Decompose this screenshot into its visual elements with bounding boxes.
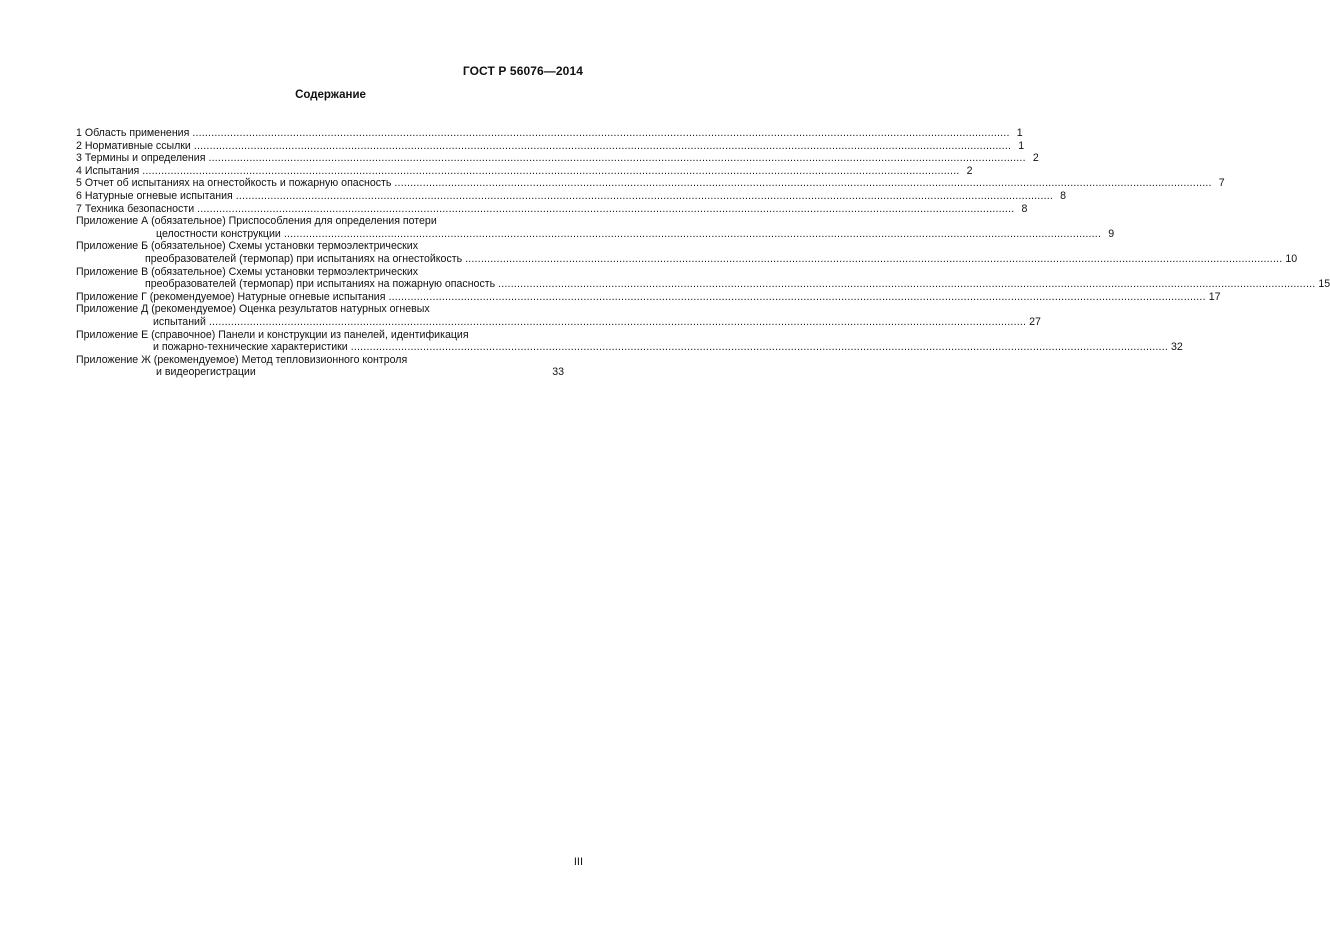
toc-line [76,329,572,342]
toc-leader-dots: .................................................................................................................................................................................................................................................................... [197,202,1015,215]
toc-page-number: 15 [1318,278,1330,291]
toc-entry-title: и пожарно-технические характеристики [153,341,348,354]
table-of-contents [76,127,1330,379]
toc-entry-title: 4 Испытания [76,164,140,177]
toc-entry [76,303,1041,328]
toc-entry-title: преобразователей (термопар) при испытаниях на пожарную опасность [145,278,496,291]
toc-entry-title: Приложение Д (рекомендуемое) Оценка результатов натурных огневых [76,303,430,316]
toc-line [76,303,572,316]
toc-leader-dots: .................................................................................................................................................................................................................................................................... [235,189,1054,202]
toc-leader-dots: .................................................................................................................................................................................................................................................................... [208,152,1026,165]
toc-line [76,227,1115,241]
toc-entry-title: Приложение Б (обязательное) Схемы установки термоэлектрических [76,240,418,253]
toc-line [76,152,1039,165]
toc-leader-dots: .................................................................................................................................................................................................................................................................... [142,164,960,177]
toc-entry [76,127,1023,140]
toc-entry [76,354,572,379]
toc-line [76,315,1041,329]
toc-line [76,278,1330,291]
toc-page-number: 1 [1016,127,1023,139]
toc-page-number: 33 [552,366,564,379]
toc-entry [76,240,1298,265]
toc-entry [76,164,973,178]
toc-line [76,139,1025,153]
toc-page-number: 27 [1029,315,1041,328]
toc-line [76,341,1183,354]
toc-line [76,127,1023,140]
toc-page-number: 1 [1018,139,1025,152]
toc-entry-title: целостности конструкции [156,227,281,240]
toc-leader-dots: .................................................................................................................................................................................................................................................................... [208,315,1027,328]
toc-page-number: 17 [1208,290,1221,303]
toc-line [76,266,572,279]
toc-page-number: 9 [1108,227,1115,240]
toc-leader-dots: .................................................................................................................................................................................................................................................................... [394,177,1212,190]
toc-page-number: 2 [1032,152,1039,165]
toc-leader-dots: .................................................................................................................................................................................................................................................................... [388,290,1206,303]
toc-entry [76,215,1115,240]
toc-entry-title: 6 Натурные огневые испытания [76,189,233,202]
toc-page-number: 32 [1171,341,1183,354]
toc-entry-title: 3 Термины и определения [76,152,206,165]
toc-line [76,202,1028,216]
toc-entry-title: преобразователей (термопар) при испытаниях на огнестойкость [145,252,463,265]
toc-line [76,290,1221,304]
toc-entry-title: испытаний [153,315,206,328]
toc-line [76,366,572,379]
toc-line [76,164,973,178]
toc-leader-dots: .................................................................................................................................................................................................................................................................... [193,139,1012,152]
toc-entry [76,139,1025,153]
toc-entry-title: Приложение Ж (рекомендуемое) Метод тепловизионного контроля [76,353,408,366]
toc-entry [76,177,1225,190]
toc-entry-title: Приложение В (обязательное) Схемы установки термоэлектрических [76,265,419,278]
toc-entry-title: Приложение Г (рекомендуемое) Натурные огневые испытания [76,290,386,303]
toc-line [76,240,572,253]
toc-line [76,215,572,228]
toc-entry-title: и видеорегистрации [156,366,256,379]
toc-entry-title: 5 Отчет об испытаниях на огнестойкость и пожарную опасность [76,177,392,190]
standard-code: ГОСТ Р 56076—2014 [462,64,583,78]
toc-leader-dots: .................................................................................................................................................................................................................................................................... [498,278,1316,291]
toc-title: Содержание [295,89,366,101]
toc-page-number: 8 [1060,189,1067,202]
toc-entry-title: 2 Нормативные ссылки [76,139,191,152]
toc-entry-title: 1 Область применения [76,127,190,139]
toc-page-number: 7 [1218,177,1225,190]
toc-entry-title: 7 Техника безопасности [76,202,195,215]
toc-leader-dots: .................................................................................................................................................................................................................................................................... [283,227,1102,240]
page-number: III [573,856,583,868]
toc-page-number: 10 [1285,252,1298,265]
toc-entry-title: Приложение Е (справочное) Панели и конструкции из панелей, идентификация [76,328,469,341]
toc-leader-dots: .................................................................................................................................................................................................................................................................... [192,127,1010,139]
toc-entry [76,290,1221,304]
toc-leader-dots: .................................................................................................................................................................................................................................................................... [465,252,1283,265]
toc-entry [76,189,1067,203]
toc-entry [76,202,1028,216]
toc-entry [76,152,1039,165]
toc-entry-title: Приложение А (обязательное) Приспособления для определения потери [76,215,437,228]
toc-entry [76,265,1330,291]
toc-line [76,189,1067,203]
toc-page-number: 8 [1021,202,1028,215]
toc-line [76,252,1298,266]
toc-line [76,354,572,367]
toc-line [76,177,1225,190]
toc-entry [76,328,1183,354]
toc-leader-dots: .................................................................................................................................................................................................................................................................... [350,341,1168,354]
toc-page-number: 2 [966,164,973,177]
